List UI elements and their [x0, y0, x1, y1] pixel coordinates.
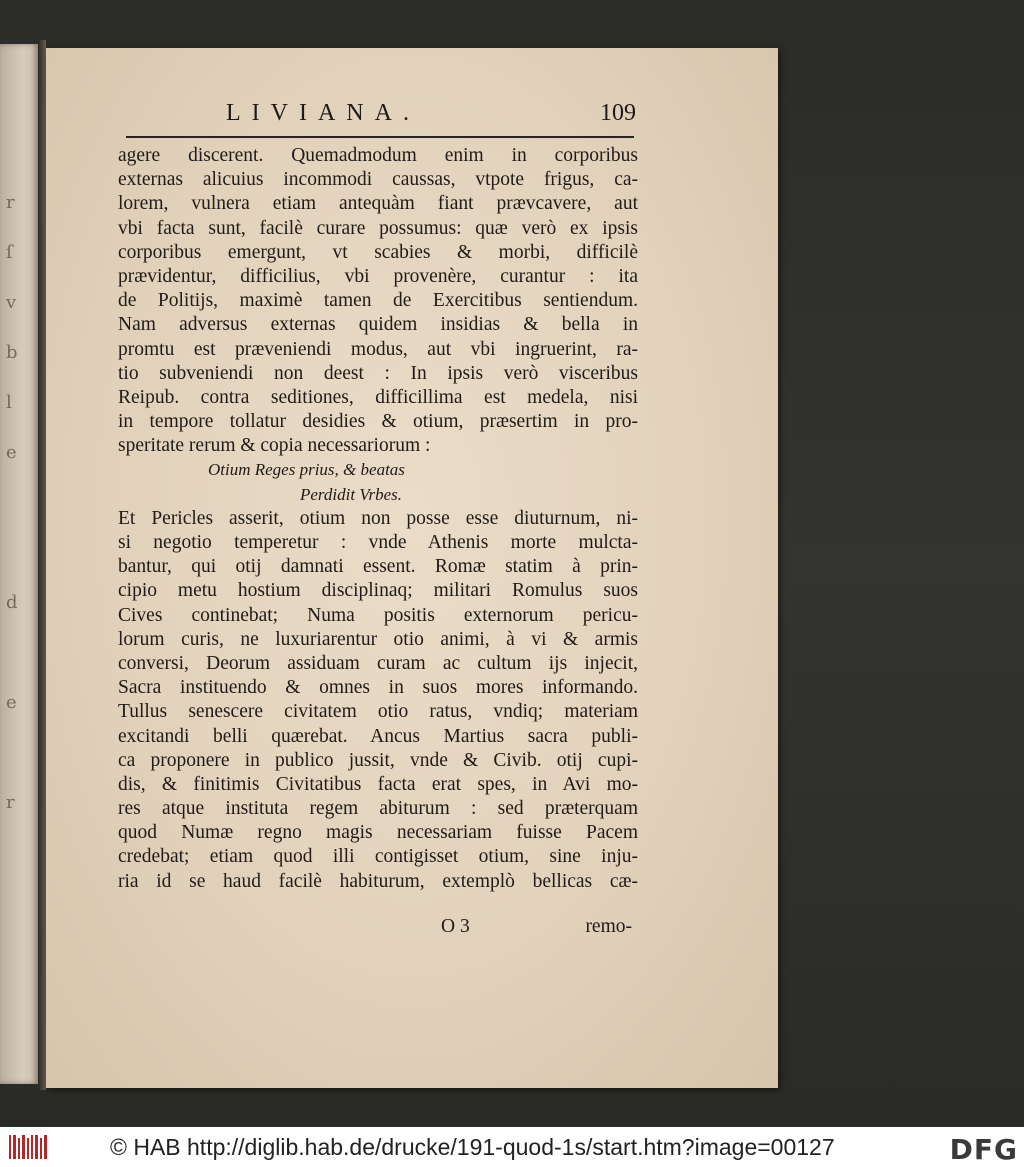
text-line: conversi, Deorum assiduam curam ac cultum ijs injecit, — [118, 652, 638, 674]
text-line: Sacra instituendo & omnes in suos mores informando. — [118, 677, 638, 699]
catchword: remo- — [585, 916, 632, 937]
text-line: bantur, qui otij damnati essent. Romæ statim à prin- — [118, 556, 638, 578]
text-line: ca proponere in publico jussit, vnde & Civib. otij cupi- — [118, 749, 638, 771]
text-line: promtu est præveniendi modus, aut vbi ingruerint, ra- — [118, 338, 638, 360]
header-rule — [126, 136, 634, 138]
running-title: LIVIANA. — [226, 100, 420, 126]
text-line: res atque instituta regem abiturum : sed præterquam — [118, 798, 638, 820]
copyright-bar — [0, 1127, 1024, 1167]
hab-barcode-logo-icon — [8, 1132, 48, 1162]
text-line: Nam adversus externas quidem insidias & bella in — [118, 314, 638, 336]
text-line: lorem, vulnera etiam antequàm fiant prævcavere, aut — [118, 193, 638, 215]
text-line: Cives continebat; Numa positis externorum pericu- — [118, 604, 638, 626]
text-line: in tempore tollatur desidies & otium, præsertim in pro- — [118, 411, 638, 433]
text-line: Et Pericles asserit, otium non posse esse diuturnum, ni- — [118, 507, 638, 529]
text-line: tio subveniendi non deest : In ipsis verò visceribus — [118, 362, 638, 384]
copyright-text: © HAB http://diglib.hab.de/drucke/191-quod-1s/start.htm?image=00127 — [110, 1134, 835, 1160]
page-header — [226, 100, 636, 128]
quote-line: Otium Reges prius, & beatas — [208, 460, 405, 480]
page-footer — [118, 916, 638, 942]
text-line: vbi facta sunt, facilè curare possumus: quæ verò ex ipsis — [118, 217, 638, 239]
text-line: credebat; etiam quod illi contigisset otium, sine inju- — [118, 846, 638, 868]
text-line: externas alicuius incommodi caussas, vtpote frigus, ca- — [118, 169, 638, 191]
quote-line: Perdidit Vrbes. — [300, 484, 402, 504]
text-line: corporibus emergunt, vt scabies & morbi, difficilè — [118, 241, 638, 263]
text-line: cipio metu hostium disciplinaq; militari Romulus suos — [118, 580, 638, 602]
text-line: quod Numæ regno magis necessariam fuisse Pacem — [118, 822, 638, 844]
text-line: ria id se haud facilè habiturum, extemplò bellicas cæ- — [118, 870, 638, 892]
text-line: lorum curis, ne luxuriarentur otio animi, à vi & armis — [118, 628, 638, 650]
text-line: dis, & finitimis Civitatibus facta erat spes, in Avi mo- — [118, 773, 638, 795]
book-page — [46, 48, 778, 1088]
text-line: Tullus senescere civitatem otio ratus, vndiq; materiam — [118, 701, 638, 723]
text-line: excitandi belli quærebat. Ancus Martius sacra publi- — [118, 725, 638, 747]
page-number: 109 — [600, 100, 636, 126]
signature-mark: O 3 — [441, 916, 470, 937]
text-line: prævidentur, difficilius, vbi provenère, curantur : ita — [118, 265, 638, 287]
text-line: agere discerent. Quemadmodum enim in corporibus — [118, 145, 638, 166]
left-page-edge: r ſ v b l e d e r — [0, 44, 38, 1084]
text-line: de Politijs, maximè tamen de Exercitibus sentiendum. — [118, 290, 638, 312]
book-gutter — [38, 40, 46, 1090]
text-line: Reipub. contra seditiones, difficillima est medela, nisi — [118, 386, 638, 408]
body-text — [118, 144, 638, 894]
dfg-logo: DFG — [949, 1133, 1018, 1166]
text-line: si negotio temperetur : vnde Athenis morte mulcta- — [118, 532, 638, 553]
text-line: speritate rerum & copia necessariorum : — [118, 435, 431, 457]
